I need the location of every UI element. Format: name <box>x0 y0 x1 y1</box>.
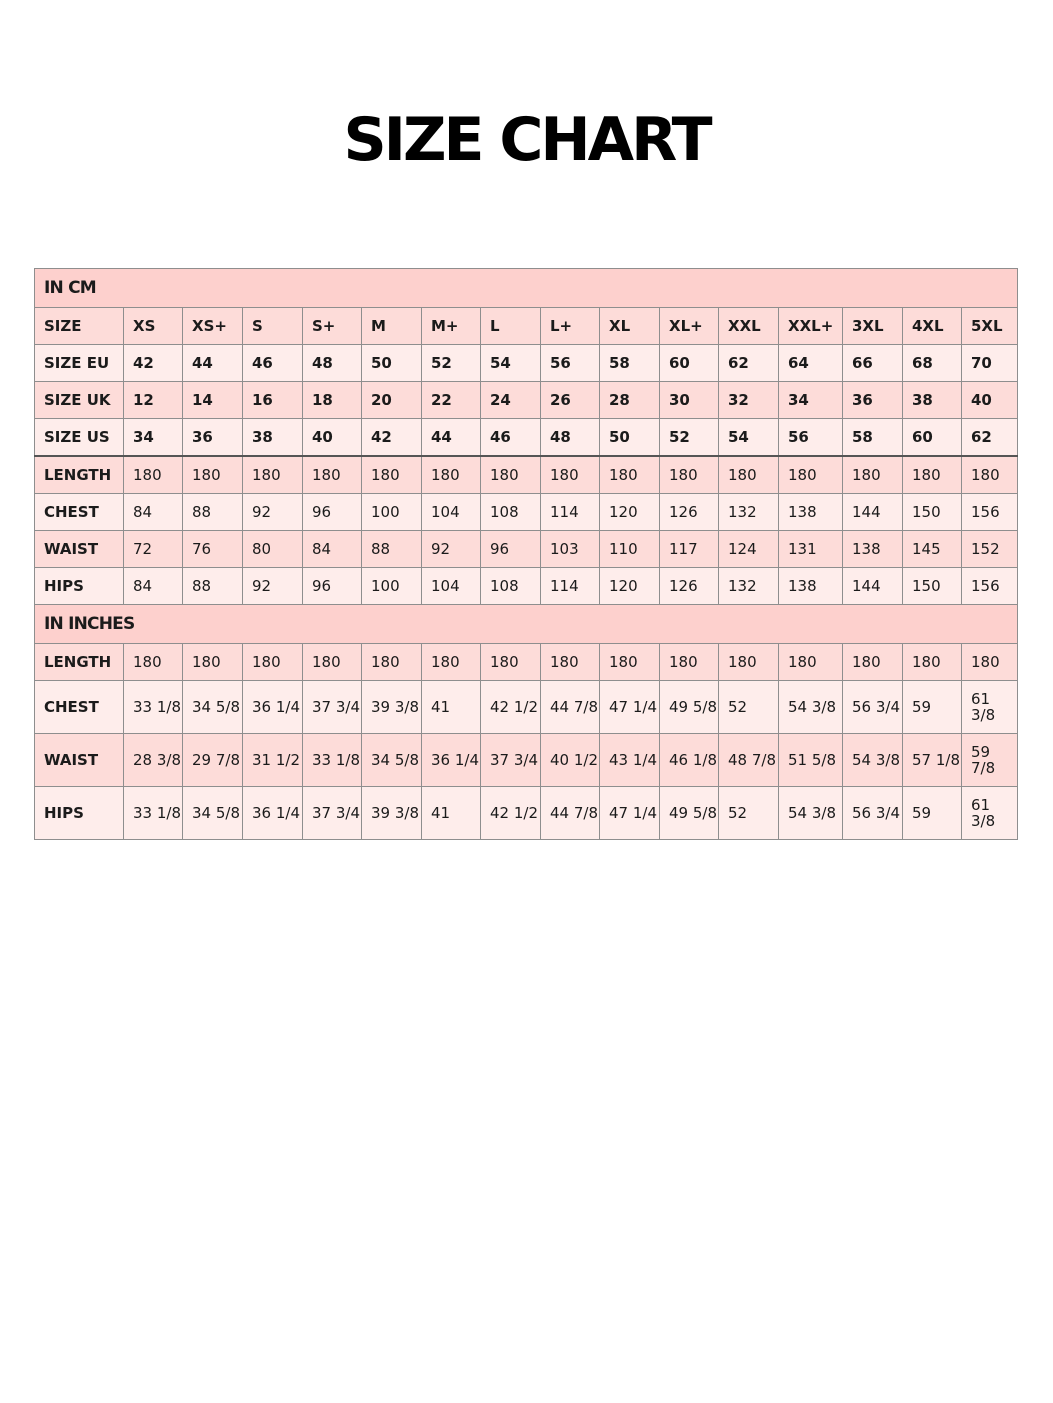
cell-value: 92 <box>243 494 303 531</box>
row-label: SIZE UK <box>35 382 124 419</box>
cell-value: 88 <box>183 494 243 531</box>
cell-value: 38 <box>243 419 303 457</box>
cell-value: 180 <box>779 644 843 681</box>
cell-value: 138 <box>843 531 903 568</box>
cell-value: 104 <box>422 494 481 531</box>
cell-value: 34 5/8 <box>183 681 243 734</box>
cell-value: 104 <box>422 568 481 605</box>
cell-value: 46 1/8 <box>660 734 719 787</box>
cell-value: 124 <box>719 531 779 568</box>
cell-value: 59 <box>903 787 962 840</box>
cell-value: 54 3/8 <box>779 681 843 734</box>
cell-value: 52 <box>422 345 481 382</box>
cell-value: 59 7/8 <box>962 734 1018 787</box>
cell-value: 180 <box>243 456 303 494</box>
cell-value: 59 <box>903 681 962 734</box>
cell-value: 180 <box>422 456 481 494</box>
cell-value: 48 <box>541 419 600 457</box>
cell-value: 156 <box>962 494 1018 531</box>
cell-value: 180 <box>719 456 779 494</box>
cell-value: 34 5/8 <box>362 734 422 787</box>
table-row <box>35 787 1018 840</box>
table-row <box>35 382 1018 419</box>
cell-value: 39 3/8 <box>362 681 422 734</box>
cell-value: 51 5/8 <box>779 734 843 787</box>
cell-value: 36 1/4 <box>422 734 481 787</box>
cell-value: 72 <box>124 531 183 568</box>
cell-value: 120 <box>600 494 660 531</box>
cell-value: 31 1/2 <box>243 734 303 787</box>
cell-value: 34 <box>779 382 843 419</box>
cell-value: 56 3/4 <box>843 787 903 840</box>
cell-value: 56 3/4 <box>843 681 903 734</box>
cell-value: 180 <box>843 644 903 681</box>
cell-value: 44 7/8 <box>541 681 600 734</box>
cell-value: 22 <box>422 382 481 419</box>
cell-value: 61 3/8 <box>962 681 1018 734</box>
cell-value: 40 1/2 <box>541 734 600 787</box>
cell-value: 126 <box>660 494 719 531</box>
cell-value: 34 <box>124 419 183 457</box>
cell-value: 180 <box>600 456 660 494</box>
cell-value: 36 1/4 <box>243 681 303 734</box>
cell-value: 50 <box>600 419 660 457</box>
cell-value: XXL+ <box>779 308 843 345</box>
cell-value: 52 <box>660 419 719 457</box>
cell-value: 58 <box>843 419 903 457</box>
cell-value: 62 <box>719 345 779 382</box>
cell-value: 41 <box>422 787 481 840</box>
cell-value: 180 <box>124 456 183 494</box>
cell-value: 180 <box>183 644 243 681</box>
inches-section <box>35 605 1018 840</box>
table-row <box>35 568 1018 605</box>
cell-value: 52 <box>719 787 779 840</box>
cell-value: 42 <box>362 419 422 457</box>
cell-value: 36 1/4 <box>243 787 303 840</box>
cell-value: 92 <box>422 531 481 568</box>
cell-value: 152 <box>962 531 1018 568</box>
cell-value: 42 1/2 <box>481 787 541 840</box>
cell-value: 96 <box>481 531 541 568</box>
cell-value: 76 <box>183 531 243 568</box>
cell-value: 42 <box>124 345 183 382</box>
cell-value: 40 <box>962 382 1018 419</box>
cell-value: 12 <box>124 382 183 419</box>
cell-value: 57 1/8 <box>903 734 962 787</box>
cell-value: 180 <box>362 644 422 681</box>
cell-value: L+ <box>541 308 600 345</box>
cell-value: 144 <box>843 494 903 531</box>
cell-value: 138 <box>779 494 843 531</box>
cell-value: 37 3/4 <box>303 787 362 840</box>
cell-value: 29 7/8 <box>183 734 243 787</box>
table-row <box>35 734 1018 787</box>
cell-value: 84 <box>124 568 183 605</box>
cell-value: 70 <box>962 345 1018 382</box>
cell-value: 96 <box>303 568 362 605</box>
cell-value: S+ <box>303 308 362 345</box>
cell-value: 47 1/4 <box>600 787 660 840</box>
cell-value: 100 <box>362 568 422 605</box>
cell-value: 180 <box>660 456 719 494</box>
row-label: LENGTH <box>35 644 124 681</box>
row-label: CHEST <box>35 494 124 531</box>
cell-value: 145 <box>903 531 962 568</box>
cell-value: 34 5/8 <box>183 787 243 840</box>
row-label: WAIST <box>35 734 124 787</box>
cell-value: 132 <box>719 568 779 605</box>
cell-value: 108 <box>481 568 541 605</box>
table-row <box>35 531 1018 568</box>
cell-value: 39 3/8 <box>362 787 422 840</box>
row-label: SIZE EU <box>35 345 124 382</box>
cell-value: 180 <box>124 644 183 681</box>
cell-value: 28 <box>600 382 660 419</box>
cell-value: 180 <box>843 456 903 494</box>
cell-value: 150 <box>903 494 962 531</box>
cell-value: 18 <box>303 382 362 419</box>
cell-value: 26 <box>541 382 600 419</box>
cell-value: 132 <box>719 494 779 531</box>
cell-value: 150 <box>903 568 962 605</box>
cell-value: 180 <box>303 644 362 681</box>
cell-value: XS <box>124 308 183 345</box>
cell-value: XS+ <box>183 308 243 345</box>
table-row <box>35 345 1018 382</box>
section-title-cm: IN CM <box>35 269 1018 308</box>
cell-value: 126 <box>660 568 719 605</box>
cell-value: 180 <box>362 456 422 494</box>
cell-value: 68 <box>903 345 962 382</box>
cell-value: 180 <box>962 644 1018 681</box>
cell-value: 62 <box>962 419 1018 457</box>
cell-value: 120 <box>600 568 660 605</box>
cell-value: 38 <box>903 382 962 419</box>
cell-value: 54 3/8 <box>779 787 843 840</box>
cell-value: 24 <box>481 382 541 419</box>
cell-value: 32 <box>719 382 779 419</box>
cell-value: 64 <box>779 345 843 382</box>
table-row <box>35 456 1018 494</box>
row-label: WAIST <box>35 531 124 568</box>
table-row <box>35 308 1018 345</box>
cell-value: 180 <box>481 644 541 681</box>
cell-value: 138 <box>779 568 843 605</box>
cell-value: 180 <box>541 644 600 681</box>
cell-value: 56 <box>541 345 600 382</box>
row-label: LENGTH <box>35 456 124 494</box>
cell-value: 180 <box>779 456 843 494</box>
cell-value: L <box>481 308 541 345</box>
cell-value: 180 <box>481 456 541 494</box>
cell-value: 54 <box>719 419 779 457</box>
cell-value: 180 <box>600 644 660 681</box>
cell-value: 180 <box>903 456 962 494</box>
cell-value: 36 <box>183 419 243 457</box>
cell-value: 103 <box>541 531 600 568</box>
cell-value: 180 <box>962 456 1018 494</box>
cell-value: 46 <box>243 345 303 382</box>
cell-value: 180 <box>183 456 243 494</box>
cell-value: 30 <box>660 382 719 419</box>
cell-value: 84 <box>124 494 183 531</box>
cell-value: 3XL <box>843 308 903 345</box>
cell-value: 44 <box>183 345 243 382</box>
cell-value: 180 <box>243 644 303 681</box>
cell-value: 44 <box>422 419 481 457</box>
cell-value: 66 <box>843 345 903 382</box>
cell-value: 114 <box>541 494 600 531</box>
cell-value: 180 <box>303 456 362 494</box>
cell-value: 41 <box>422 681 481 734</box>
row-label: SIZE <box>35 308 124 345</box>
cell-value: 33 1/8 <box>303 734 362 787</box>
cell-value: S <box>243 308 303 345</box>
cell-value: 144 <box>843 568 903 605</box>
cell-value: 49 5/8 <box>660 787 719 840</box>
cell-value: 108 <box>481 494 541 531</box>
cell-value: 46 <box>481 419 541 457</box>
table-row <box>35 681 1018 734</box>
cell-value: 4XL <box>903 308 962 345</box>
cell-value: 44 7/8 <box>541 787 600 840</box>
cell-value: 60 <box>660 345 719 382</box>
cell-value: 54 3/8 <box>843 734 903 787</box>
cm-section <box>35 269 1018 605</box>
cell-value: 50 <box>362 345 422 382</box>
cell-value: 180 <box>719 644 779 681</box>
cell-value: 37 3/4 <box>303 681 362 734</box>
cell-value: 88 <box>183 568 243 605</box>
cell-value: 84 <box>303 531 362 568</box>
row-label: SIZE US <box>35 419 124 457</box>
size-chart-table <box>34 268 1018 840</box>
cell-value: 49 5/8 <box>660 681 719 734</box>
section-title-inches: IN INCHES <box>35 605 1018 644</box>
cell-value: 110 <box>600 531 660 568</box>
row-label: HIPS <box>35 787 124 840</box>
cell-value: 180 <box>541 456 600 494</box>
cell-value: M <box>362 308 422 345</box>
cell-value: 48 <box>303 345 362 382</box>
section-header-inches <box>35 605 1018 644</box>
row-label: HIPS <box>35 568 124 605</box>
section-header-cm <box>35 269 1018 308</box>
page-title: SIZE CHART <box>343 105 710 175</box>
cell-value: 16 <box>243 382 303 419</box>
cell-value: 42 1/2 <box>481 681 541 734</box>
cell-value: 180 <box>660 644 719 681</box>
cell-value: 36 <box>843 382 903 419</box>
cell-value: 92 <box>243 568 303 605</box>
cell-value: 61 3/8 <box>962 787 1018 840</box>
cell-value: 33 1/8 <box>124 787 183 840</box>
cell-value: 96 <box>303 494 362 531</box>
cell-value: 14 <box>183 382 243 419</box>
cell-value: 54 <box>481 345 541 382</box>
cell-value: 56 <box>779 419 843 457</box>
cell-value: XL+ <box>660 308 719 345</box>
cell-value: 88 <box>362 531 422 568</box>
cell-value: 28 3/8 <box>124 734 183 787</box>
row-label: CHEST <box>35 681 124 734</box>
table-row <box>35 419 1018 457</box>
cell-value: 100 <box>362 494 422 531</box>
cell-value: XL <box>600 308 660 345</box>
cell-value: 47 1/4 <box>600 681 660 734</box>
cell-value: 80 <box>243 531 303 568</box>
cell-value: 43 1/4 <box>600 734 660 787</box>
cell-value: 180 <box>422 644 481 681</box>
cell-value: 131 <box>779 531 843 568</box>
cell-value: 20 <box>362 382 422 419</box>
cell-value: 33 1/8 <box>124 681 183 734</box>
cell-value: 5XL <box>962 308 1018 345</box>
table-row <box>35 644 1018 681</box>
cell-value: 48 7/8 <box>719 734 779 787</box>
cell-value: 37 3/4 <box>481 734 541 787</box>
cell-value: 52 <box>719 681 779 734</box>
cell-value: 60 <box>903 419 962 457</box>
cell-value: 58 <box>600 345 660 382</box>
cell-value: 40 <box>303 419 362 457</box>
cell-value: 117 <box>660 531 719 568</box>
cell-value: 114 <box>541 568 600 605</box>
cell-value: M+ <box>422 308 481 345</box>
cell-value: XXL <box>719 308 779 345</box>
cell-value: 156 <box>962 568 1018 605</box>
cell-value: 180 <box>903 644 962 681</box>
table-row <box>35 494 1018 531</box>
